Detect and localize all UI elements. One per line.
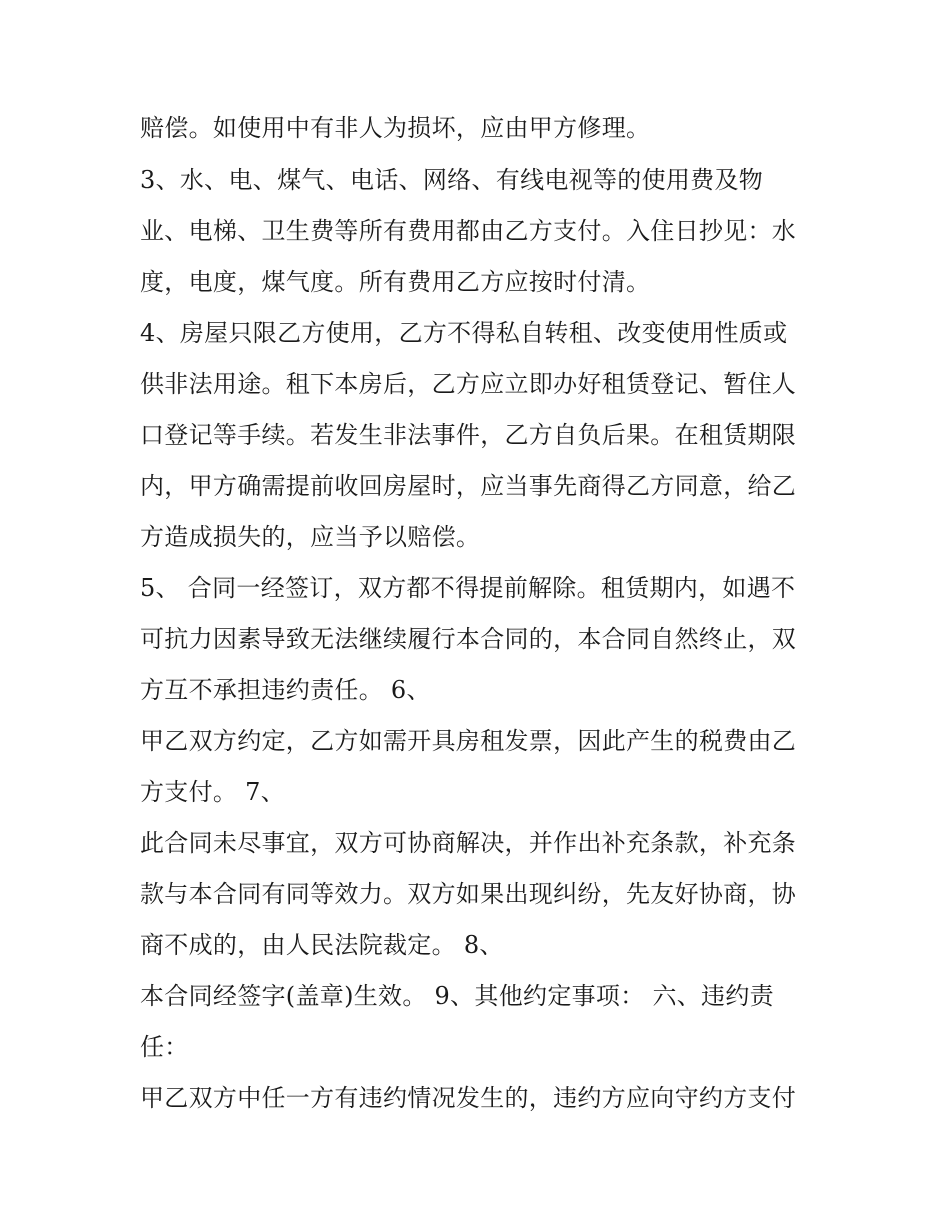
- text-line: 此合同未尽事宜，双方可协商解决，并作出补充条款，补充条: [140, 829, 797, 857]
- text-line: 方互不承担违约责任。 6、: [140, 676, 431, 704]
- text-line: 任：: [140, 1033, 189, 1061]
- text-line: 业、电梯、卫生费等所有费用都由乙方支付。入住日抄见：水: [140, 217, 797, 245]
- text-line: 赔偿。如使用中有非人为损坏，应由甲方修理。: [140, 114, 651, 142]
- text-line: 本合同经签字(盖章)生效。 9、其他约定事项： 六、违约责: [140, 982, 774, 1010]
- text-line: 口登记等手续。若发生非法事件，乙方自负后果。在租赁期限: [140, 421, 797, 449]
- text-line: 4、房屋只限乙方使用，乙方不得私自转租、改变使用性质或: [140, 319, 788, 347]
- text-line: 内，甲方确需提前收回房屋时，应当事先商得乙方同意，给乙: [140, 472, 797, 500]
- text-line: 甲乙双方中任一方有违约情况发生的，违约方应向守约方支付: [140, 1084, 797, 1112]
- text-line: 可抗力因素导致无法继续履行本合同的，本合同自然终止，双: [140, 625, 797, 653]
- text-line: 款与本合同有同等效力。双方如果出现纠纷，先友好协商，协: [140, 880, 797, 908]
- text-line: 甲乙双方约定，乙方如需开具房租发票，因此产生的税费由乙: [140, 727, 797, 755]
- text-line: 方支付。 7、: [140, 778, 285, 806]
- text-line: 度，电度，煤气度。所有费用乙方应按时付清。: [140, 268, 651, 296]
- text-line: 商不成的，由人民法院裁定。 8、: [140, 931, 504, 959]
- text-line: 方造成损失的，应当予以赔偿。: [140, 523, 481, 551]
- text-line: 5、 合同一经签订，双方都不得提前解除。租赁期内，如遇不: [140, 574, 796, 602]
- text-line: 供非法用途。租下本房后，乙方应立即办好租赁登记、暂住人: [140, 370, 797, 398]
- text-line: 3、水、电、煤气、电话、网络、有线电视等的使用费及物: [140, 166, 764, 194]
